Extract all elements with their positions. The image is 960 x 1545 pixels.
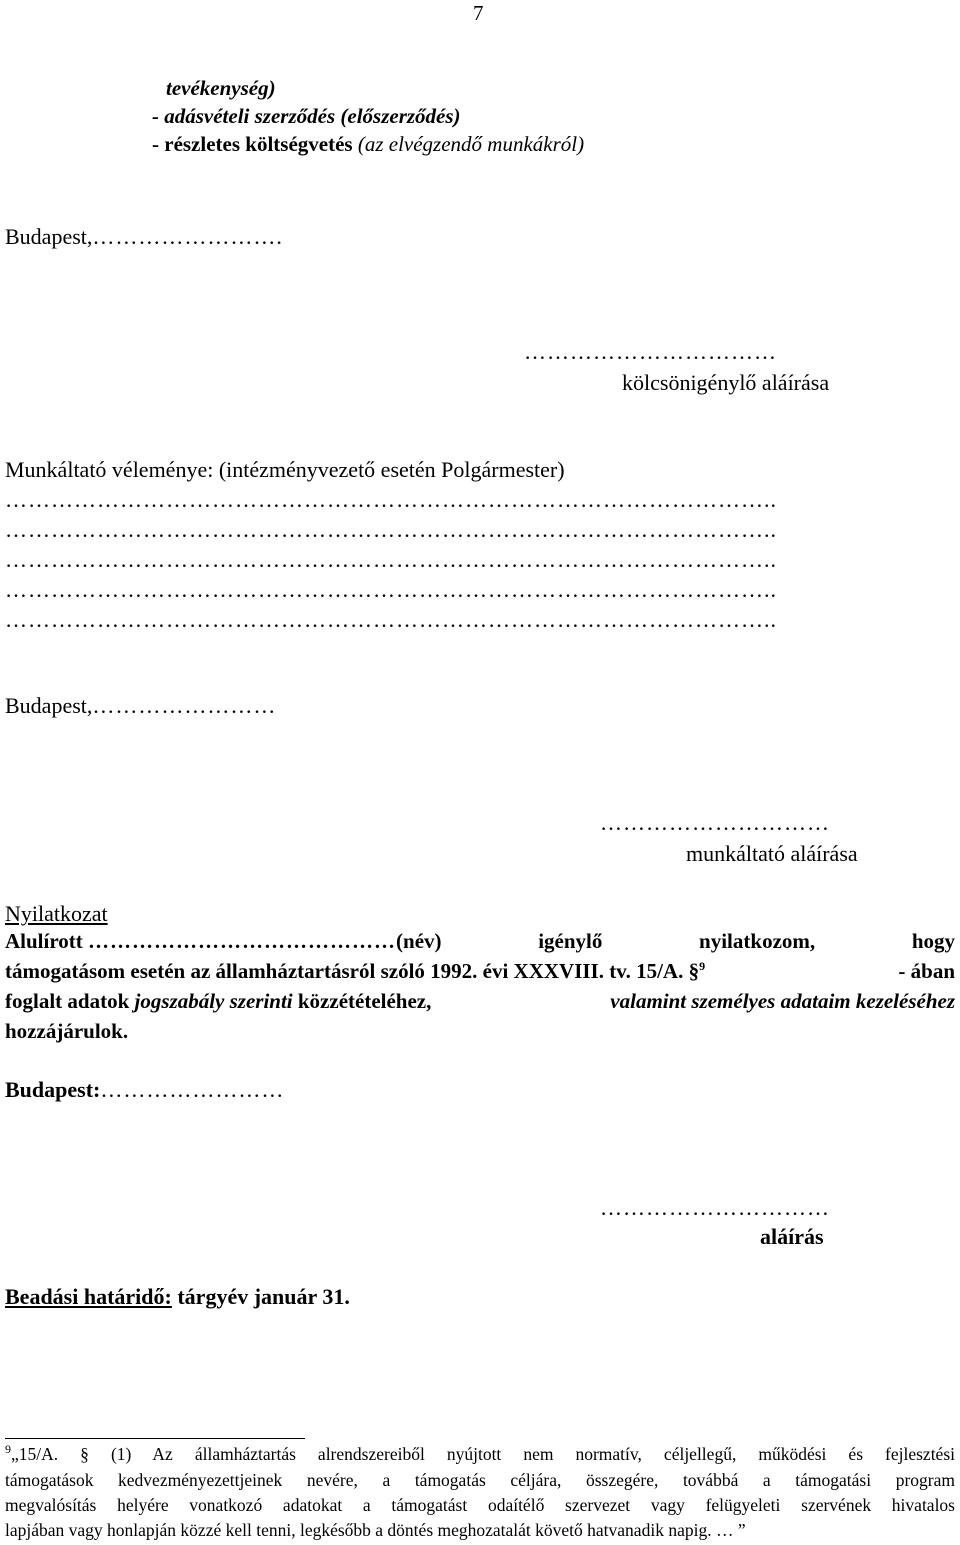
declaration-line-1 [5, 929, 955, 954]
footnote-line-3: megvalósítás helyére vonatkozó adatokat a támogatást odaítélő szervezet vagy felügyeleti szervének hivatalos [5, 1495, 955, 1515]
declaration-law-suffix: - ában [898, 959, 955, 983]
declaration-line-4: hozzájárulok. [5, 1019, 129, 1043]
deadline-value: tárgyév január 31. [171, 1284, 350, 1309]
opinion-line: ……………………………………………………………………………………….. [5, 547, 777, 572]
declaration-word: nyilatkozom, [699, 929, 816, 953]
declaration-line-3: foglalt adatok jogszabály szerinti közzétételéhez, valamint személyes adataim kezeléséhez [5, 989, 955, 1013]
declaration-word: Alulírott ……………………………………(név) [5, 929, 442, 953]
footnote-line-1: $^9$„15/A. § (1) Az államháztartás alrendszereiből nyújtott nem normatív, céljellegű, működési és fejlesztési [5, 1442, 955, 1464]
legal-basis-text: jogszabály szerinti [134, 989, 293, 1013]
declaration-word: hogy [911, 929, 955, 953]
declaration-line-2 [5, 959, 955, 984]
date-line-3 [5, 1077, 284, 1103]
deadline-label: Beadási határidő: [5, 1284, 172, 1309]
declaration-heading: Nyilatkozat [5, 901, 108, 926]
date-line-2 [5, 693, 276, 719]
page-number: 7 [473, 1, 484, 25]
signature-label-declaration: aláírás [760, 1224, 824, 1249]
date-blank: …………………… [92, 693, 277, 718]
opinion-line: ……………………………………………………………………………………….. [5, 517, 777, 542]
list-item-activity: tevékenység) [166, 76, 276, 100]
opinion-line: ……………………………………………………………………………………….. [5, 607, 777, 632]
opinion-line: ……………………………………………………………………………………….. [5, 577, 777, 602]
signature-blank-employer: ………………………… [600, 810, 830, 835]
date-line-1 [5, 224, 283, 250]
signature-blank-borrower: …………………………… [524, 339, 777, 364]
declaration-law-text: támogatásom esetén az államháztartásról szóló 1992. évi XXXVIII. tv. 15/A. § [5, 959, 700, 983]
budget-label: - részletes költségvetés [152, 132, 358, 156]
list-item-sales-contract: - adásvételi szerződés (előszerződés) [152, 104, 461, 128]
personal-data-text: valamint személyes adataim kezeléséhez [610, 989, 955, 1013]
footnote-separator [5, 1438, 305, 1439]
budget-note: (az elvégzendő munkákról) [357, 132, 585, 156]
declaration-word: igénylő [538, 929, 603, 953]
footnote-line-4: lapjában vagy honlapján közzé kell tenni, legkésőbb a döntés meghozatalát követő hatvanadik napig. … ” [5, 1520, 746, 1540]
footnote-marker: 9 [5, 1442, 11, 1457]
employer-opinion-label: Munkáltató véleménye: (intézményvezető esetén Polgármester) [5, 457, 565, 482]
submission-deadline [5, 1284, 350, 1310]
list-item-budget [152, 132, 584, 157]
date-blank: ……………………. [92, 224, 283, 249]
signature-label-borrower: kölcsönigénylő aláírása [622, 370, 830, 395]
date-blank: …………………… [100, 1077, 285, 1102]
signature-label-employer: munkáltató aláírása [686, 841, 858, 866]
footnote-line-2: támogatások kedvezményezettjeinek nevére, a támogatás céljára, összegére, továbbá a támogatási program [5, 1470, 955, 1490]
signature-blank-declaration: ………………………… [600, 1195, 830, 1220]
date-label: Budapest, [5, 224, 93, 249]
opinion-line: ……………………………………………………………………………………….. [5, 487, 777, 512]
date-label: Budapest, [5, 693, 93, 718]
footnote-ref: 9 [699, 959, 706, 973]
date-label: Budapest: [5, 1077, 101, 1102]
